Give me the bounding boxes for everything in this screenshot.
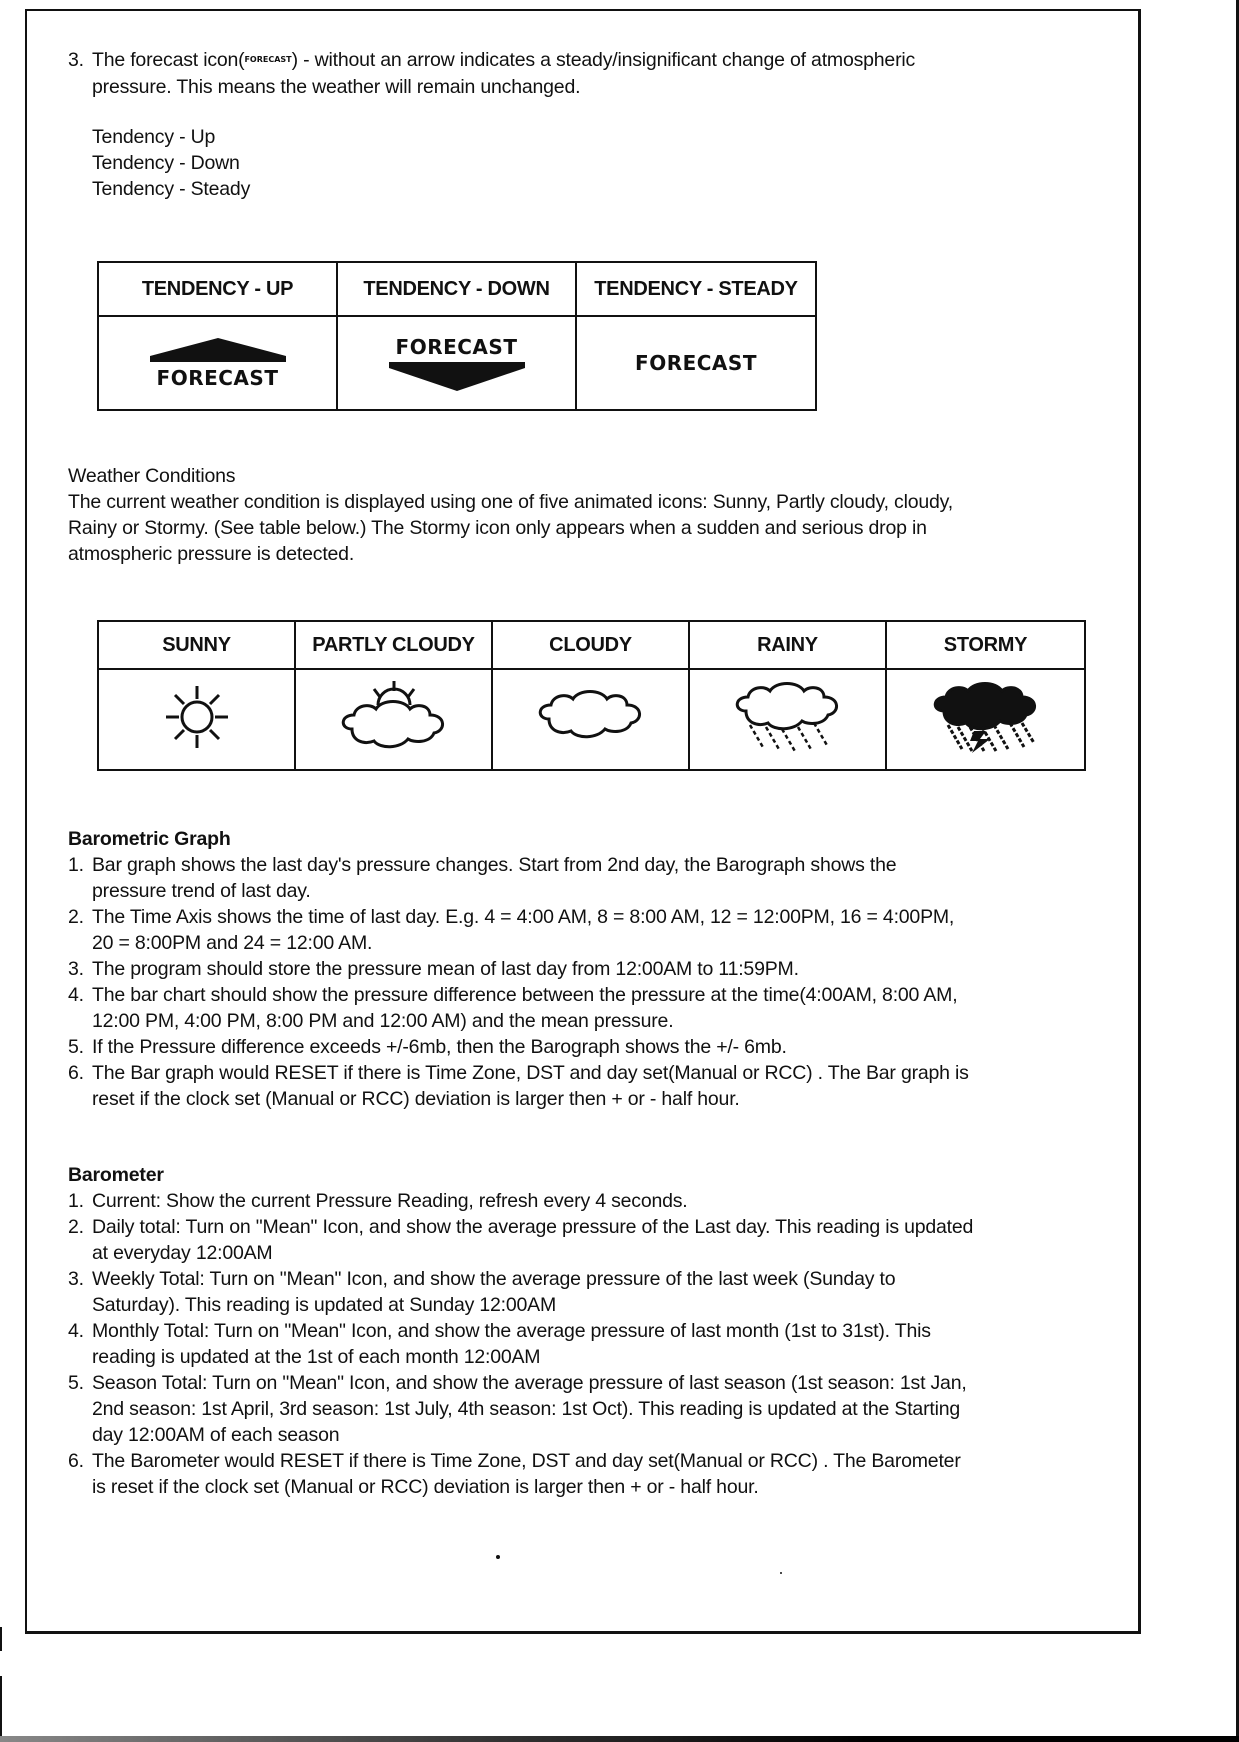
- note-text: The forecast icon(: [92, 49, 245, 71]
- list-item-line: Saturday). This reading is updated at Sunday 12:00AM: [92, 1294, 557, 1316]
- list-item: [68, 1318, 1128, 1370]
- section-title: Barometric Graph: [68, 828, 231, 850]
- paragraph-line: The current weather condition is displayed using one of five animated icons: Sunny, Partly cloudy, cloudy,: [68, 491, 953, 513]
- list-item: [68, 1188, 1128, 1214]
- list-item-line: 20 = 8:00PM and 24 = 12:00 AM.: [92, 932, 373, 954]
- up-arrow-icon: [148, 336, 288, 362]
- partly-cloudy-icon: [334, 679, 454, 755]
- list-item: [68, 852, 1128, 904]
- list-item-line: at everyday 12:00AM: [92, 1242, 273, 1264]
- list-item-line: The bar chart should show the pressure difference between the pressure at the time(4:00AM, 8:00 AM,: [92, 984, 958, 1006]
- tendency-list: [92, 124, 250, 202]
- scan-edge: [0, 1676, 2, 1738]
- weather-header: CLOUDY: [492, 621, 689, 669]
- weather-header: PARTLY CLOUDY: [295, 621, 492, 669]
- scan-speck: [496, 1555, 500, 1559]
- list-item-line: reset if the clock set (Manual or RCC) deviation is larger then + or - half hour.: [92, 1088, 740, 1110]
- tendency-table: [97, 261, 817, 411]
- weather-header: STORMY: [886, 621, 1085, 669]
- cloud-icon: [531, 687, 651, 747]
- scan-edge: [0, 1736, 1239, 1742]
- list-item: [68, 956, 1128, 982]
- forecast-note: [68, 47, 1128, 100]
- tendency-header: TENDENCY - STEADY: [576, 262, 816, 316]
- list-item: [68, 1448, 1128, 1500]
- list-item: [68, 1214, 1128, 1266]
- item-number: 3.: [68, 958, 84, 980]
- note-text: pressure. This means the weather will remain unchanged.: [92, 75, 581, 98]
- item-number: 6.: [68, 1450, 84, 1472]
- item-number: 2.: [68, 1216, 84, 1238]
- list-item-line: The Barometer would RESET if there is Time Zone, DST and day set(Manual or RCC) . The Barometer: [92, 1450, 961, 1472]
- scan-edge: [0, 1627, 2, 1651]
- list-item-line: The Bar graph would RESET if there is Time Zone, DST and day set(Manual or RCC) . The Bar graph is: [92, 1062, 969, 1084]
- weather-header: SUNNY: [98, 621, 295, 669]
- paragraph-line: Rainy or Stormy. (See table below.) The Stormy icon only appears when a sudden and serious drop in: [68, 517, 927, 539]
- list-item-line: The Time Axis shows the time of last day. E.g. 4 = 4:00 AM, 8 = 8:00 AM, 12 = 12:00PM, 16 = 4:00PM,: [92, 906, 955, 928]
- scan-speck: [780, 1572, 782, 1574]
- note-text: ) - without an arrow indicates a steady/insignificant change of atmospheric: [291, 49, 916, 71]
- item-number: 4.: [68, 1320, 84, 1342]
- item-number: 1.: [68, 1190, 84, 1212]
- sunny-cell: [98, 669, 295, 770]
- barometer-section: [68, 1162, 1128, 1500]
- list-item-line: reading is updated at the 1st of each month 12:00AM: [92, 1346, 541, 1368]
- weather-header: RAINY: [689, 621, 886, 669]
- weather-icons-table: [97, 620, 1086, 771]
- list-item-line: Weekly Total: Turn on "Mean" Icon, and show the average pressure of the last week (Sunday to: [92, 1268, 896, 1290]
- rainy-cell: [689, 669, 886, 770]
- tendency-down-cell: [337, 316, 576, 410]
- stormy-cell: [886, 669, 1085, 770]
- rain-cloud-icon: [728, 679, 848, 755]
- list-item-line: Daily total: Turn on "Mean" Icon, and show the average pressure of the Last day. This reading is updated: [92, 1216, 974, 1238]
- list-item-line: If the Pressure difference exceeds +/-6mb, then the Barograph shows the +/- 6mb.: [92, 1036, 787, 1058]
- down-arrow-icon: [387, 362, 527, 392]
- forecast-up-arrow-icon: [99, 336, 336, 390]
- cloudy-cell: [492, 669, 689, 770]
- list-item-line: is reset if the clock set (Manual or RCC) deviation is larger then + or - half hour.: [92, 1476, 759, 1498]
- forecast-steady-icon: [577, 351, 815, 375]
- forecast-label: FORECAST: [635, 351, 757, 375]
- storm-cloud-icon: [926, 679, 1046, 755]
- list-item: [68, 904, 1128, 956]
- list-item-line: Season Total: Turn on "Mean" Icon, and show the average pressure of last season (1st season: 1st Jan,: [92, 1372, 967, 1394]
- forecast-label: FORECAST: [156, 366, 279, 390]
- list-item-line: The program should store the pressure mean of last day from 12:00AM to 11:59PM.: [92, 958, 799, 980]
- tendency-list-item: Tendency - Up: [92, 126, 216, 148]
- item-number: 5.: [68, 1372, 84, 1394]
- list-item-line: day 12:00AM of each season: [92, 1424, 340, 1446]
- section-title: Barometer: [68, 1164, 164, 1186]
- barometric-graph-section: [68, 826, 1128, 1112]
- list-item-line: 2nd season: 1st April, 3rd season: 1st July, 4th season: 1st Oct). This reading is updated at the Starting: [92, 1398, 961, 1420]
- forecast-label: FORECAST: [395, 334, 518, 359]
- tendency-header: TENDENCY - DOWN: [337, 262, 576, 316]
- list-item: [68, 1034, 1128, 1060]
- item-number: 1.: [68, 854, 84, 876]
- item-number: 6.: [68, 1062, 84, 1084]
- list-item-line: Bar graph shows the last day's pressure changes. Start from 2nd day, the Barograph shows the: [92, 854, 897, 876]
- list-item: [68, 1266, 1128, 1318]
- list-item: [68, 982, 1128, 1034]
- paragraph-line: atmospheric pressure is detected.: [68, 543, 355, 565]
- item-number: 3.: [68, 49, 84, 71]
- list-item: [68, 1370, 1128, 1448]
- list-item: [68, 1060, 1128, 1112]
- tendency-header: TENDENCY - UP: [98, 262, 337, 316]
- item-number: 2.: [68, 906, 84, 928]
- list-item-line: 12:00 PM, 4:00 PM, 8:00 PM and 12:00 AM) and the mean pressure.: [92, 1010, 674, 1032]
- item-number: 5.: [68, 1036, 84, 1058]
- item-number: 3.: [68, 1268, 84, 1290]
- item-number: 4.: [68, 984, 84, 1006]
- tendency-list-item: Tendency - Steady: [92, 178, 251, 200]
- sun-icon: [162, 682, 232, 752]
- list-item-line: pressure trend of last day.: [92, 880, 311, 902]
- partly-cloudy-cell: [295, 669, 492, 770]
- forecast-down-arrow-icon: [338, 335, 575, 392]
- list-item-line: Monthly Total: Turn on "Mean" Icon, and show the average pressure of last month (1st to 31st). This: [92, 1320, 931, 1342]
- section-title: Weather Conditions: [68, 465, 236, 487]
- tendency-list-item: Tendency - Down: [92, 152, 240, 174]
- weather-conditions-section: [68, 463, 1128, 567]
- forecast-inline-icon: FORECAST: [244, 54, 292, 64]
- tendency-up-cell: [98, 316, 337, 410]
- tendency-steady-cell: [576, 316, 816, 410]
- list-item-line: Current: Show the current Pressure Reading, refresh every 4 seconds.: [92, 1190, 688, 1212]
